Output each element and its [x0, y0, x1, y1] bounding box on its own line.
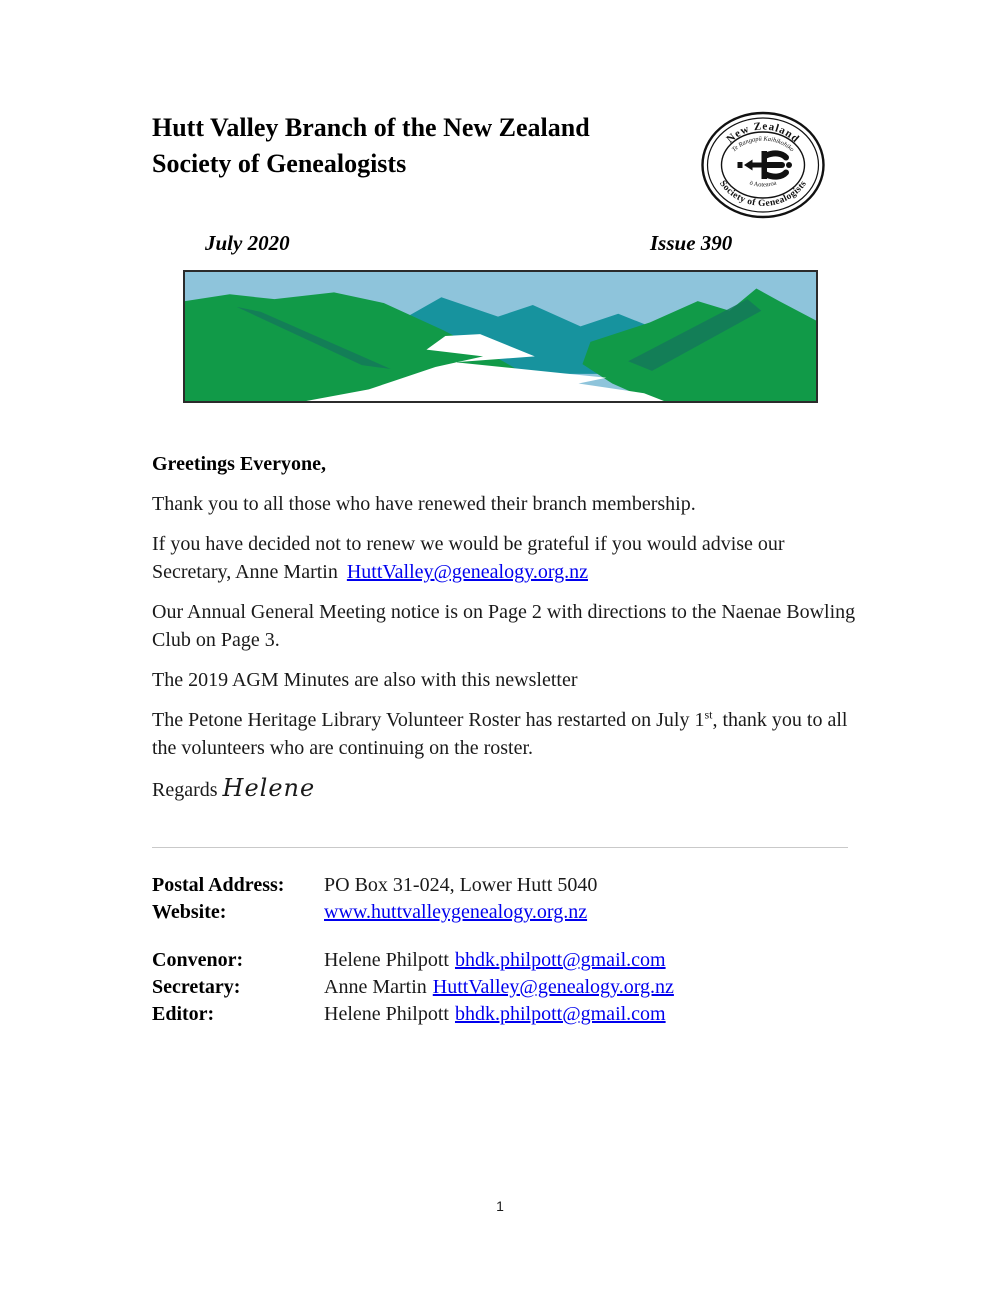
- title-line-2: Society of Genealogists: [152, 149, 407, 178]
- signature: Helene: [222, 774, 316, 802]
- page-title: [152, 110, 712, 182]
- convenor-email-link[interactable]: bhdk.philpott@gmail.com: [454, 949, 666, 971]
- contact-row-editor: [152, 1001, 862, 1028]
- secretary-name: Anne Martin: [324, 976, 427, 998]
- logo-text-new-zealand: New Zealand: [724, 120, 802, 146]
- logo-text-aotearoa: ō Aotearoa: [748, 179, 778, 189]
- nzsg-seal-logo: [700, 110, 827, 220]
- title-line-1: Hutt Valley Branch of the New Zealand: [152, 113, 590, 142]
- paragraph-membership: Thank you to all those who have renewed their branch membership.: [152, 493, 696, 515]
- issue-number: Issue 390: [650, 231, 733, 255]
- issue-date: July 2020: [205, 231, 290, 255]
- sign-off: Regards Helene: [152, 774, 316, 802]
- website-link[interactable]: www.huttvalleygenealogy.org.nz: [324, 901, 588, 923]
- convenor-label: Convenor:: [152, 949, 244, 971]
- postal-address-value: PO Box 31-024, Lower Hutt 5040: [324, 874, 598, 896]
- postal-address-label: Postal Address:: [152, 874, 285, 896]
- contact-row-secretary: [152, 974, 862, 1001]
- paragraph-roster: The Petone Heritage Library Volunteer Roster has restarted on July 1st, thank you to all the volunteers who are continuing on the roster.: [152, 707, 848, 759]
- website-label: Website:: [152, 901, 227, 923]
- convenor-name: Helene Philpott: [324, 949, 449, 971]
- contact-row-website: [152, 899, 862, 926]
- logo-text-maori: Te Rangapū Kaihikohiko: [730, 135, 796, 154]
- secretary-label: Secretary:: [152, 976, 241, 998]
- paragraph-minutes: The 2019 AGM Minutes are also with this newsletter: [152, 669, 578, 691]
- page-number: 1: [496, 1198, 504, 1214]
- contact-block: [152, 872, 862, 1028]
- horizontal-rule: [152, 847, 848, 848]
- paragraph-agm: Our Annual General Meeting notice is on Page 2 with directions to the Naenae Bowling Club on Page 3.: [152, 601, 856, 651]
- secretary-email-link[interactable]: HuttValley@genealogy.org.nz: [346, 561, 588, 583]
- secretary-email-link2[interactable]: HuttValley@genealogy.org.nz: [432, 976, 674, 998]
- editor-name: Helene Philpott: [324, 1003, 449, 1025]
- contact-row-postal: [152, 872, 862, 899]
- editor-email-link[interactable]: bhdk.philpott@gmail.com: [454, 1003, 666, 1025]
- newsletter-body: [152, 450, 862, 816]
- ordinal-superscript: st: [704, 707, 713, 722]
- landscape-image: [183, 270, 818, 403]
- contact-row-convenor: [152, 947, 862, 974]
- editor-label: Editor:: [152, 1003, 215, 1025]
- greeting: Greetings Everyone,: [152, 453, 327, 475]
- logo-text-society: Society of Genealogists: [717, 178, 809, 210]
- paragraph-renewal: If you have decided not to renew we would be grateful if you would advise our Secretary, Anne Martin HuttValley@genealogy.org.nz: [152, 533, 785, 583]
